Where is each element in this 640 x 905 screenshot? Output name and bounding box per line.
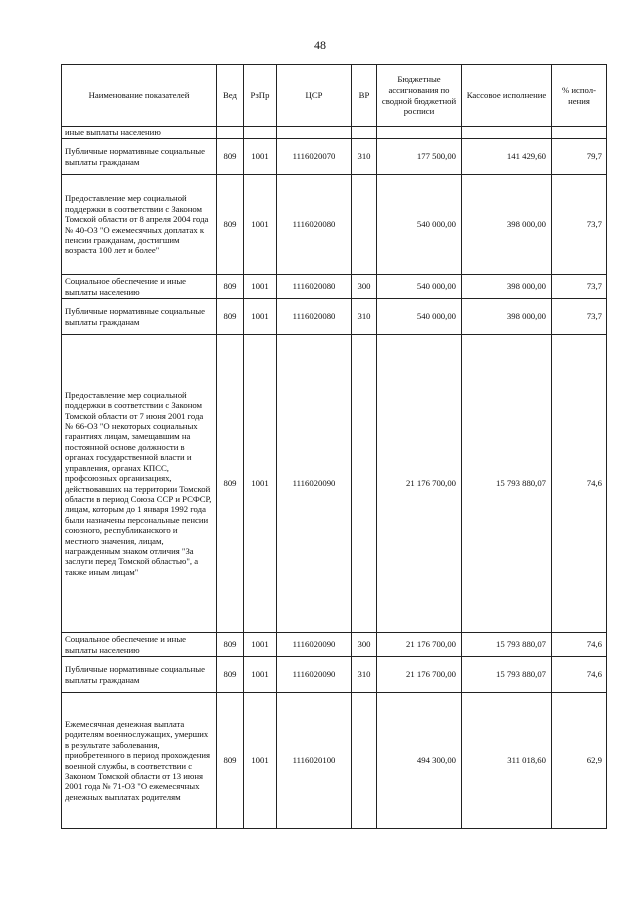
row-rzpr: 1001 <box>244 175 277 275</box>
table-row <box>62 657 607 693</box>
row-cash: 398 000,00 <box>462 299 552 335</box>
row-name: Публичные нормативные социальные выплаты гражданам <box>62 657 217 693</box>
row-csr: 1116020090 <box>277 633 352 657</box>
row-name: Предоставление мер социальной поддержки в соответствии с Законом Томской области от 7 июня 2001 года № 66-ОЗ "О некоторых социальных гарантиях лицам, замещавшим на постоянной основе должности в органах государственной власти и управления, органах КПСС, профсоюзных организациях, действовавших на территории Томской области в период Союза ССР и РСФСР, лицам, которым до 1 января 1992 года были назначены персональные пенсии союзного, республиканского и местного значения, лицам, награжденным знаком отличия "За заслуги перед Томской областью", а также иным лицам" <box>62 335 217 633</box>
row-name: Публичные нормативные социальные выплаты гражданам <box>62 139 217 175</box>
row-pct: 73,7 <box>552 299 607 335</box>
row-cash: 15 793 880,07 <box>462 633 552 657</box>
row-ved: 809 <box>217 175 244 275</box>
table-header-row <box>62 65 607 127</box>
row-name: иные выплаты населению <box>62 127 217 139</box>
row-budget: 21 176 700,00 <box>377 335 462 633</box>
row-vr <box>352 175 377 275</box>
row-vr: 310 <box>352 657 377 693</box>
row-budget: 540 000,00 <box>377 175 462 275</box>
table-row <box>62 335 607 633</box>
table-row <box>62 299 607 335</box>
header-budget: Бюджетные ассигнования по сводной бюджетной росписи <box>377 65 462 127</box>
row-csr: 1116020070 <box>277 139 352 175</box>
row-csr: 1116020090 <box>277 335 352 633</box>
header-csr: ЦСР <box>277 65 352 127</box>
row-pct <box>552 127 607 139</box>
row-rzpr <box>244 127 277 139</box>
row-ved: 809 <box>217 633 244 657</box>
row-ved: 809 <box>217 275 244 299</box>
table-row <box>62 175 607 275</box>
row-csr: 1116020080 <box>277 299 352 335</box>
row-csr: 1116020080 <box>277 175 352 275</box>
row-rzpr: 1001 <box>244 693 277 829</box>
row-cash: 311 018,60 <box>462 693 552 829</box>
row-cash: 15 793 880,07 <box>462 335 552 633</box>
row-pct: 73,7 <box>552 175 607 275</box>
row-ved: 809 <box>217 299 244 335</box>
row-vr: 310 <box>352 139 377 175</box>
row-ved <box>217 127 244 139</box>
row-budget: 21 176 700,00 <box>377 657 462 693</box>
row-csr: 1116020080 <box>277 275 352 299</box>
row-budget: 177 500,00 <box>377 139 462 175</box>
row-rzpr: 1001 <box>244 139 277 175</box>
row-ved: 809 <box>217 139 244 175</box>
row-vr <box>352 127 377 139</box>
row-ved: 809 <box>217 335 244 633</box>
row-name: Публичные нормативные социальные выплаты гражданам <box>62 299 217 335</box>
row-rzpr: 1001 <box>244 633 277 657</box>
row-vr: 300 <box>352 633 377 657</box>
row-rzpr: 1001 <box>244 657 277 693</box>
row-pct: 74,6 <box>552 335 607 633</box>
row-budget <box>377 127 462 139</box>
row-name: Социальное обеспечение и иные выплаты населению <box>62 275 217 299</box>
table-row <box>62 127 607 139</box>
row-budget: 21 176 700,00 <box>377 633 462 657</box>
header-pct: % испол-нения <box>552 65 607 127</box>
row-cash <box>462 127 552 139</box>
row-rzpr: 1001 <box>244 299 277 335</box>
row-rzpr: 1001 <box>244 335 277 633</box>
table-row <box>62 275 607 299</box>
row-cash: 398 000,00 <box>462 175 552 275</box>
row-rzpr: 1001 <box>244 275 277 299</box>
row-vr: 300 <box>352 275 377 299</box>
row-pct: 62,9 <box>552 693 607 829</box>
row-cash: 141 429,60 <box>462 139 552 175</box>
row-vr: 310 <box>352 299 377 335</box>
row-name: Ежемесячная денежная выплата родителям военнослужащих, умерших в результате заболевания, приобретенного в период прохождения военной службы, в соответствии с Законом Томской области от 13 июня 2001 года № 71-ОЗ "О ежемесячных денежных выплатах родителям <box>62 693 217 829</box>
header-ved: Вед <box>217 65 244 127</box>
row-name: Социальное обеспечение и иные выплаты населению <box>62 633 217 657</box>
row-pct: 79,7 <box>552 139 607 175</box>
row-vr <box>352 693 377 829</box>
row-ved: 809 <box>217 657 244 693</box>
budget-execution-table <box>61 64 607 829</box>
row-budget: 540 000,00 <box>377 299 462 335</box>
row-csr <box>277 127 352 139</box>
page-number: 48 <box>314 38 326 52</box>
row-vr <box>352 335 377 633</box>
row-csr: 1116020100 <box>277 693 352 829</box>
row-pct: 74,6 <box>552 657 607 693</box>
table-row <box>62 693 607 829</box>
row-csr: 1116020090 <box>277 657 352 693</box>
row-ved: 809 <box>217 693 244 829</box>
row-budget: 540 000,00 <box>377 275 462 299</box>
table-row <box>62 633 607 657</box>
header-name: Наименование показателей <box>62 65 217 127</box>
row-pct: 74,6 <box>552 633 607 657</box>
row-budget: 494 300,00 <box>377 693 462 829</box>
row-pct: 73,7 <box>552 275 607 299</box>
header-cash: Кассовое исполнение <box>462 65 552 127</box>
row-cash: 398 000,00 <box>462 275 552 299</box>
table-row <box>62 139 607 175</box>
row-name: Предоставление мер социальной поддержки в соответствии с Законом Томской области от 8 апреля 2004 года № 40-ОЗ "О ежемесячных доплатах к пенсии гражданам, достигшим возраста 100 лет и более" <box>62 175 217 275</box>
header-vr: ВР <box>352 65 377 127</box>
row-cash: 15 793 880,07 <box>462 657 552 693</box>
header-rzpr: РзПр <box>244 65 277 127</box>
